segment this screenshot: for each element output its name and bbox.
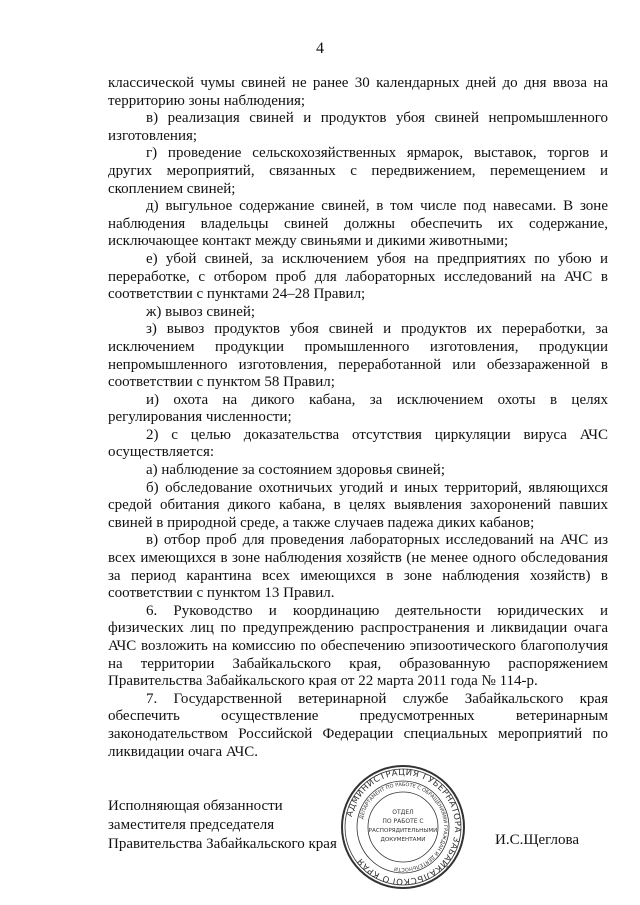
stamp-center-line: ПО РАБОТЕ С (382, 818, 424, 825)
paragraph: и) охота на дикого кабана, за исключением охоты в целях регулирования численности; (108, 391, 608, 426)
signatory-position-line: Правительства Забайкальского края (108, 836, 337, 852)
paragraph: е) убой свиней, за исключением убоя на предприятиях по убою и переработке, с отбором проб для лабораторных исследований на АЧС в соответствии с пунктами 24–28 Правил; (108, 250, 608, 303)
stamp-middle-text: ДЕПАРТАМЕНТ ПО РАБОТЕ С ОБРАЩЕНИЯМИ ГРАЖДАН И ДЕЯТЕЛЬНОСТИ (358, 781, 449, 873)
signatory-name: И.С.Щеглова (495, 832, 580, 848)
paragraph: д) выгульное содержание свиней, в том числе под навесами. В зоне наблюдения владельцы свиней должны обеспечить их содержание, исключающее контакт между свиньями и дикими животными; (108, 198, 608, 250)
stamp-center-line: РАСПОРЯДИТЕЛЬНЫМИ (368, 828, 438, 834)
signatory-position-line: заместителя председателя (108, 817, 275, 833)
paragraph: 2) с целью доказательства отсутствия циркуляции вируса АЧС осуществляется: (108, 426, 608, 461)
stamp-ring (357, 781, 449, 873)
signature-block (108, 797, 337, 854)
document-body (108, 75, 608, 761)
signatory-position-line: Исполняющая обязанности (108, 798, 283, 814)
paragraph: 7. Государственной ветеринарной службе Забайкальского края обеспечить осуществление предусмотренных ветеринарным законодательством Российской Федерации специальных мероприятий по ликвидации очага АЧС. (108, 690, 608, 760)
paragraph: в) реализация свиней и продуктов убоя свиней непромышленного изготовления; (108, 110, 608, 144)
paragraph: а) наблюдение за состоянием здоровья свиней; (146, 462, 445, 479)
page-number: 4 (316, 40, 324, 57)
svg-text:ДЕПАРТАМЕНТ ПО РАБОТЕ С ОБРАЩЕ (359, 782, 448, 872)
stamp-inner-ring (368, 792, 438, 862)
paragraph: ж) вывоз свиней; (146, 303, 256, 320)
official-stamp (340, 764, 466, 890)
paragraph: 6. Руководство и координацию деятельности юридических и физических лиц по предупреждению распространения и ликвидации очага АЧС возложить на комиссию по обеспечению эпизоотического благополучия на территории Забайкальского края, образованную распоряжением Правительства Забайкальского края от 22 марта 2011 года № 114-р. (108, 602, 608, 690)
paragraph: классической чумы свиней не ранее 30 календарных дней до дня ввоза на территорию зоны наблюдения; (108, 75, 608, 109)
stamp-center-line: ДОКУМЕНТАМИ (380, 837, 426, 843)
stamp-center-line: ОТДЕЛ (392, 809, 414, 816)
paragraph: г) проведение сельскохозяйственных ярмарок, выставок, торгов и других мероприятий, связанных с передвижением, перемещением и скоплением свиней; (108, 145, 608, 197)
stamp-outer-text: АДМИНИСТРАЦИЯ ГУБЕРНАТОРА ЗАБАЙКАЛЬСКОГО КРАЯ (345, 767, 463, 887)
paragraph: з) вывоз продуктов убоя свиней и продуктов их переработки, за исключением продукции промышленного изготовления, продукции непромышленного изготовления, переработанной или обеззараженной в соответствии с пунктом 58 Правил; (108, 321, 608, 391)
paragraph: в) отбор проб для проведения лабораторных исследований на АЧС из всех имеющихся в зоне наблюдения хозяйств (не менее одного обследования за период карантина всех имеющихся в зоне наблюдения хозяйств) в соответствии с пунктом 13 Правил. (108, 532, 608, 602)
paragraph: б) обследование охотничьих угодий и иных территорий, являющихся средой обитания дикого кабана, в целях выявления захоронений павших свиней в природной среде, а также случаев падежа диких кабанов; (108, 479, 608, 531)
